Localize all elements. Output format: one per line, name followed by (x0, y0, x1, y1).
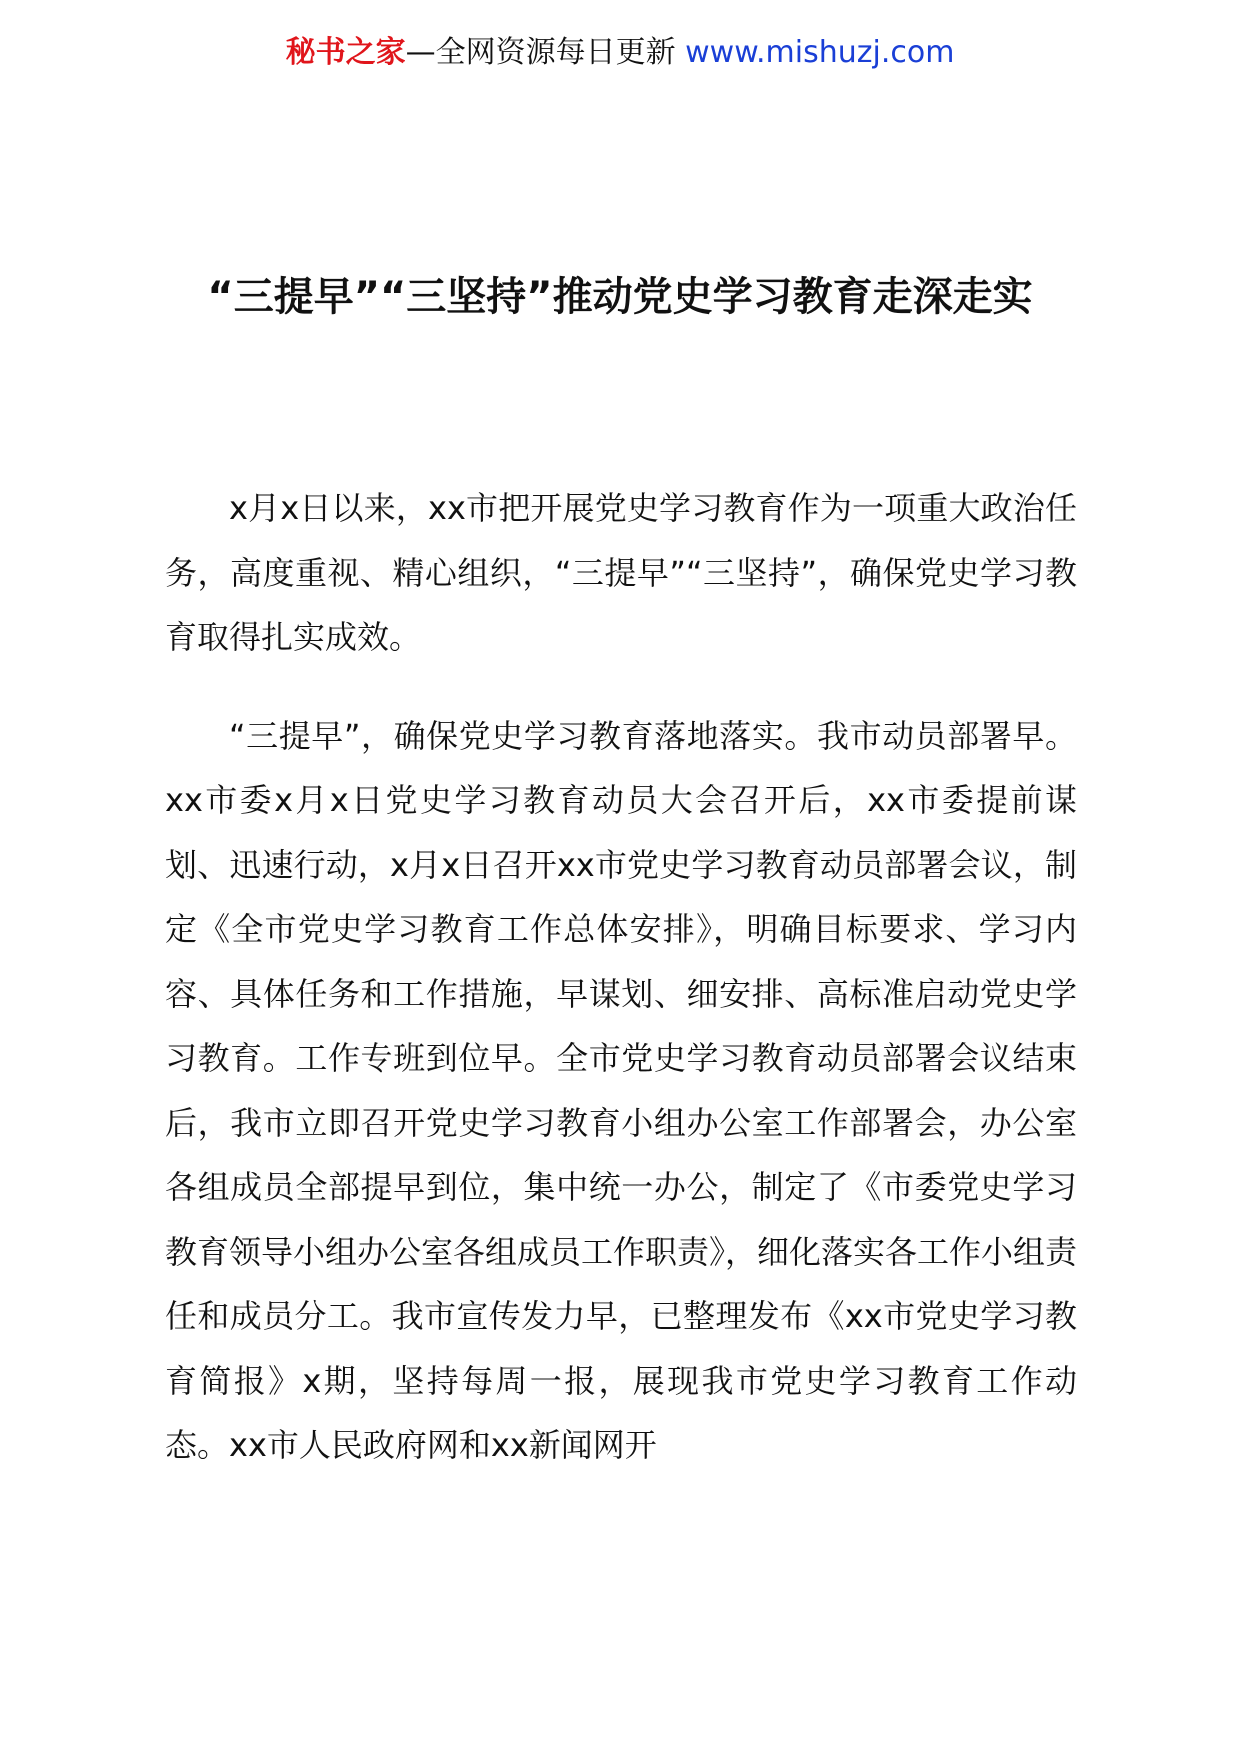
header-url-link[interactable]: www.mishuzj.com (685, 35, 955, 70)
paragraph-san-tizao: “三提早”，确保党史学习教育落地落实。我市动员部署早。xx市委x月x日党史学习教育动员大会召开后，xx市委提前谋划、迅速行动，x月x日召开xx市党史学习教育动员部署会议，制定《全市党史学习教育工作总体安排》，明确目标要求、学习内容、具体任务和工作措施，早谋划、细安排、高标准启动党史学习教育。工作专班到位早。全市党史学习教育动员部署会议结束后，我市立即召开党史学习教育小组办公室工作部署会，办公室各组成员全部提早到位，集中统一办公，制定了《市委党史学习教育领导小组办公室各组成员工作职责》，细化落实各工作小组责任和成员分工。我市宣传发力早，已整理发布《xx市党史学习教育简报》x期，坚持每周一报，展现我市党史学习教育工作动态。xx市人民政府网和xx新闻网开 (165, 716, 1078, 1464)
page-header (0, 28, 1240, 78)
paragraph-intro: x月x日以来，xx市把开展党史学习教育作为一项重大政治任务，高度重视、精心组织，“三提早”“三坚持”，确保党史学习教育取得扎实成效。 (165, 489, 1077, 656)
header-brand: 秘书之家 (285, 35, 406, 70)
document-title: “三提早”“三坚持”推动党史学习教育走深走实 (207, 273, 1033, 320)
document-body (165, 476, 1077, 1512)
header-slogan: —全网资源每日更新 (405, 35, 676, 70)
